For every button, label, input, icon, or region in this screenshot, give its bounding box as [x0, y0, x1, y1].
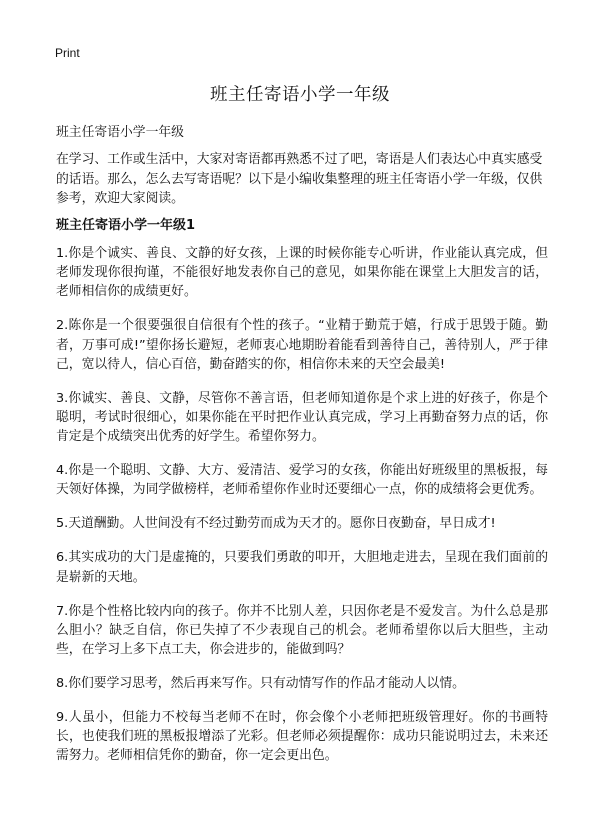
section-heading: 班主任寄语小学一年级1	[56, 218, 196, 233]
subtitle: 班主任寄语小学一年级	[56, 125, 184, 140]
list-item: 7.你是个性格比较内向的孩子。你并不比别人差，只因你老是不爱发言。为什么总是那么胆小？缺乏自信，你已失掉了不少表现自己的机会。老师希望你以后大胆些，主动些，在学习上多下点工夫，你会进步的，能做到吗？	[56, 603, 548, 658]
intro-paragraph: 在学习、工作或生活中，大家对寄语都再熟悉不过了吧，寄语是人们表达心中真实感受的话语。那么，怎么去写寄语呢？以下是小编收集整理的班主任寄语小学一年级，仅供参考，欢迎大家阅读。	[56, 152, 543, 206]
list-item: 4.你是一个聪明、文静、大方、爱清洁、爱学习的女孩，你能出好班级里的黑板报，每天领好体操，为同学做榜样，老师希望你作业时还要细心一点，你的成绩将会更优秀。	[56, 463, 548, 498]
list-item: 1.你是个诚实、善良、文静的好女孩，上课的时候你能专心听讲，作业能认真完成，但老师发现你很拘谨，不能很好地发表你自己的意见，如果你能在课堂上大胆发言的话，老师相信你的成绩更好。	[56, 246, 548, 300]
print-link[interactable]: Print	[55, 46, 80, 60]
message-list	[56, 244, 548, 780]
list-item: 6.其实成功的大门是虚掩的，只要我们勇敢的叩开，大胆地走进去，呈现在我们面前的是崭新的天地。	[56, 550, 548, 585]
list-item: 3.你诚实、善良、文静，尽管你不善言语，但老师知道你是个求上进的好孩子，你是个聪明，考试时很细心，如果你能在平时把作业认真完成，学习上再勤奋努力点的话，你肯定是个成绩突出优秀的好学生。希望你努力。	[56, 390, 548, 445]
list-item: 8.你们要学习思考，然后再来写作。只有动情写作的作品才能动人以情。	[56, 676, 465, 692]
list-item: 5.天道酬勤。人世间没有不经过勤劳而成为天才的。愿你日夜勤奋，早日成才!	[56, 516, 496, 532]
list-item: 2.陈你是一个很要强很自信很有个性的孩子。“业精于勤荒于嬉，行成于思毁于随。勤者，万事可成!”望你扬长避短，老师衷心地期盼着能看到善待自己，善待别人，严于律己，宽以待人，信心百倍，勤奋踏实的你，相信你未来的天空会最美!	[56, 318, 548, 372]
page-title: 班主任寄语小学一年级	[210, 85, 390, 105]
list-item: 9.人虽小，但能力不校每当老师不在时，你会像个小老师把班级管理好。你的书画特长，也使我们班的黑板报增添了光彩。但老师必须提醒你：成功只能说明过去，未来还需努力。老师相信凭你的勤奋，你一定会更出色。	[56, 710, 548, 764]
